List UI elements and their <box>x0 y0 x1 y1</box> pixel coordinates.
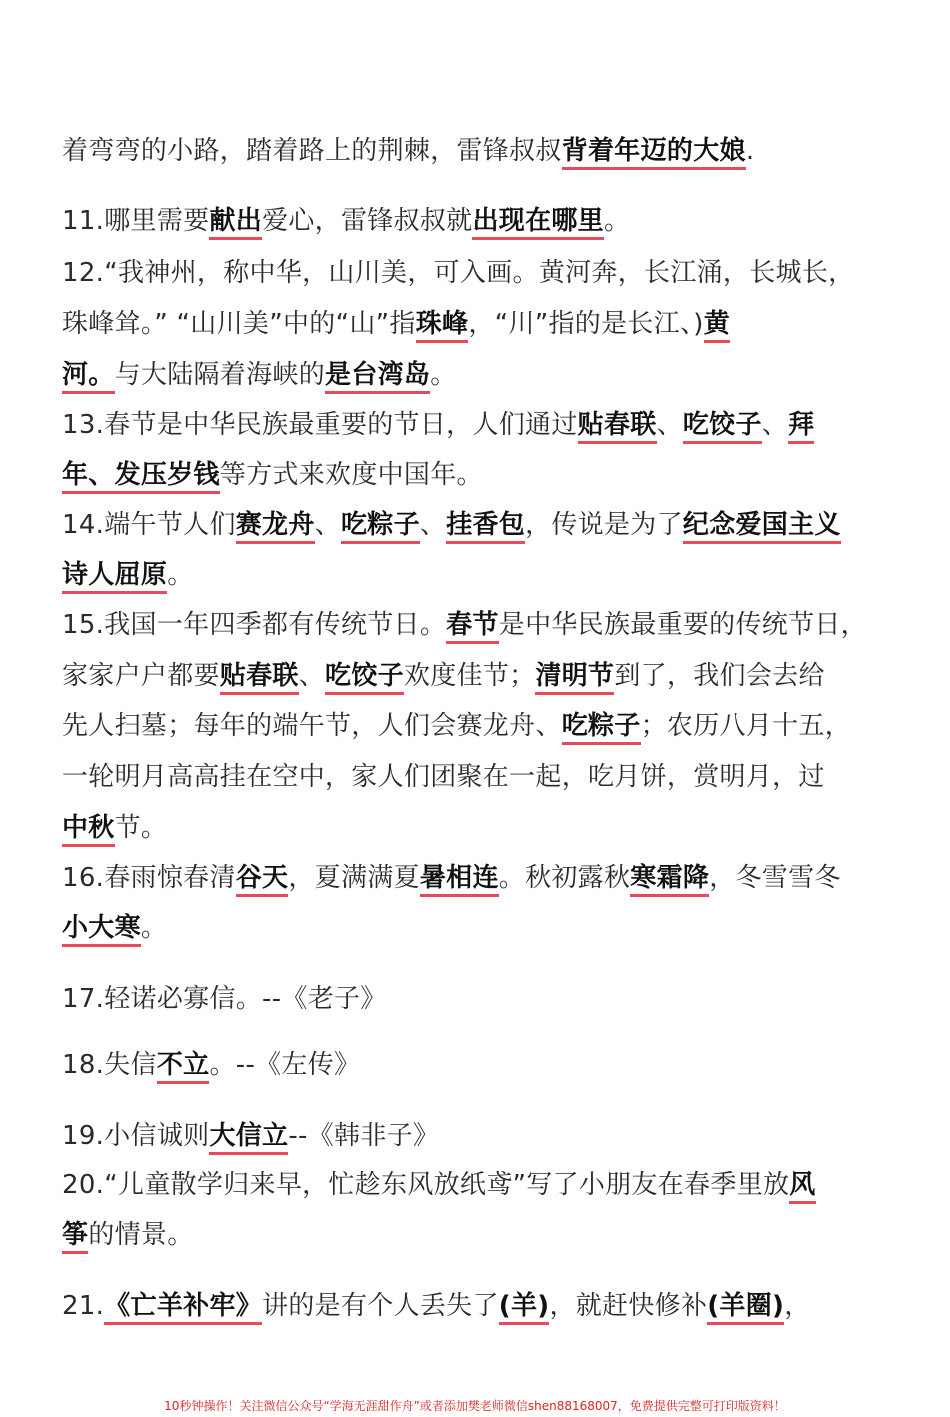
text-segment: 家家户户都要 <box>62 661 220 691</box>
highlighted-answer: 拜 <box>788 410 814 444</box>
text-segment: 欢度佳节； <box>403 661 536 691</box>
text-segment: 。 <box>603 206 631 236</box>
text-segment: 一轮明月高高挂在空中，家人们团聚在一起，吃月饼，赏明月，过 <box>62 762 825 792</box>
highlighted-answer: 河。 <box>62 360 115 394</box>
text-segment: ；农历八月十五， <box>640 711 852 741</box>
highlighted-answer: 出现在哪里 <box>472 206 604 240</box>
text-segment: 、 <box>298 661 326 691</box>
text-line <box>62 204 630 238</box>
text-segment: ，传说是为了 <box>525 510 683 540</box>
text-line <box>62 861 841 895</box>
text-segment: 着弯弯的小路，踏着路上的荆棘，雷锋叔叔 <box>62 136 562 166</box>
text-segment: ，冬雪雪冬 <box>709 863 841 893</box>
highlighted-answer: 暑相连 <box>420 863 499 897</box>
text-segment: . <box>745 136 755 166</box>
highlighted-answer: 吃饺子 <box>325 661 404 695</box>
text-segment: 21. <box>62 1291 105 1321</box>
text-segment: 。--《左传》 <box>209 1050 361 1080</box>
highlighted-answer: 吃粽子 <box>562 711 641 745</box>
highlighted-answer: 风 <box>789 1170 815 1204</box>
text-segment: ，夏满满夏 <box>288 863 420 893</box>
text-segment: 的情景。 <box>88 1220 194 1250</box>
highlighted-answer: 寒霜降 <box>630 863 709 897</box>
highlighted-answer: 背着年迈的大娘 <box>562 136 746 170</box>
text-segment: 11.哪里需要 <box>62 206 210 236</box>
text-segment: 。 <box>140 913 168 943</box>
highlighted-answer: 小大寒 <box>62 913 141 947</box>
text-line <box>62 659 825 693</box>
highlighted-answer: 诗人屈原 <box>62 560 167 594</box>
text-segment: 先人扫墓；每年的端午节，人们会赛龙舟、 <box>62 711 562 741</box>
text-segment: 16.春雨惊春清 <box>62 863 236 893</box>
text-line <box>62 1289 811 1323</box>
highlighted-answer: 清明节 <box>535 661 614 695</box>
highlighted-answer: 珠峰 <box>416 309 469 343</box>
text-segment: 、 <box>419 510 447 540</box>
text-line <box>62 1048 360 1082</box>
text-line <box>62 508 841 542</box>
text-line <box>62 811 167 845</box>
text-segment: 。 <box>167 560 194 590</box>
text-segment: 13.春节是中华民族最重要的节日，人们通过 <box>62 410 578 440</box>
highlighted-answer: 是台湾岛 <box>325 360 430 394</box>
text-segment: 20.“儿童散学归来早，忙趁东风放纸鸢”写了小朋友在春季里放 <box>62 1170 790 1200</box>
text-segment: ， <box>784 1291 811 1321</box>
highlighted-answer: 赛龙舟 <box>236 510 315 544</box>
text-segment: 、 <box>314 510 341 540</box>
text-segment: 18.失信 <box>62 1050 157 1080</box>
highlighted-answer: 年、发压岁钱 <box>62 460 220 494</box>
text-segment: ，“川”指的是长江、) <box>468 309 704 339</box>
text-segment: 珠峰耸。” “山川美”中的“山”指 <box>62 309 416 339</box>
highlighted-answer: 《亡羊补牢》 <box>104 1291 262 1325</box>
text-segment: 爱心，雷锋叔叔就 <box>262 206 473 236</box>
highlighted-answer: 吃饺子 <box>683 410 762 444</box>
highlighted-answer: 中秋 <box>62 813 115 847</box>
highlighted-answer: 大信立 <box>209 1121 288 1155</box>
highlighted-answer: (羊) <box>499 1291 550 1325</box>
text-segment: ，就赶快修补 <box>549 1291 708 1321</box>
highlighted-answer: 挂香包 <box>446 510 525 544</box>
text-line <box>62 709 851 743</box>
text-segment: 节。 <box>114 813 168 843</box>
highlighted-answer: 筝 <box>62 1220 88 1254</box>
text-segment: 17.轻诺必寡信。--《老子》 <box>62 984 387 1014</box>
text-segment: 等方式来欢度中国年。 <box>219 460 483 490</box>
text-line <box>62 358 457 392</box>
highlighted-answer: 吃粽子 <box>341 510 420 544</box>
text-segment: 、 <box>761 410 789 440</box>
text-line <box>62 760 825 794</box>
highlighted-answer: 不立 <box>157 1050 210 1084</box>
text-segment: 14.端午节人们 <box>62 510 236 540</box>
text-line <box>62 608 867 642</box>
text-line <box>62 558 194 592</box>
highlighted-answer: 黄 <box>704 309 730 343</box>
highlighted-answer: 贴春联 <box>220 661 299 695</box>
text-segment: 与大陆隔着海峡的 <box>114 360 326 390</box>
text-segment: 是中华民族最重要的传统节日， <box>498 610 867 640</box>
footer-promo-text: 10秒钟操作！关注微信公众号“学海无涯甜作舟”或者添加樊老师微信shen88168007，免费提供完整可打印版资料！ <box>164 1399 786 1413</box>
highlighted-answer: 春节 <box>446 610 499 644</box>
text-segment: 讲的是有个人丢失了 <box>262 1291 499 1321</box>
text-line <box>62 134 754 168</box>
highlighted-answer: (羊圈) <box>707 1291 784 1325</box>
text-line <box>62 1168 816 1202</box>
highlighted-answer: 贴春联 <box>578 410 657 444</box>
text-line <box>62 911 167 945</box>
highlighted-answer: 纪念爱国主义 <box>683 510 841 544</box>
text-segment: 12.“我神州，称中华，山川美，可入画。黄河奔，长江涌，长城长， <box>62 258 855 288</box>
text-segment: --《韩非子》 <box>288 1121 440 1151</box>
highlighted-answer: 谷天 <box>236 863 289 897</box>
text-line <box>62 256 854 290</box>
highlighted-answer: 献出 <box>209 206 262 240</box>
text-line <box>62 982 387 1016</box>
text-segment: 、 <box>656 410 683 440</box>
text-line <box>62 458 483 492</box>
text-line <box>62 307 730 341</box>
text-line <box>62 408 814 442</box>
text-line <box>62 1218 194 1252</box>
text-segment: 。 <box>430 360 457 390</box>
text-segment: 15.我国一年四季都有传统节日。 <box>62 610 447 640</box>
text-segment: 到了，我们会去给 <box>614 661 825 691</box>
text-segment: 。秋初露秋 <box>498 863 631 893</box>
text-line <box>62 1119 439 1153</box>
text-segment: 19.小信诚则 <box>62 1121 210 1151</box>
